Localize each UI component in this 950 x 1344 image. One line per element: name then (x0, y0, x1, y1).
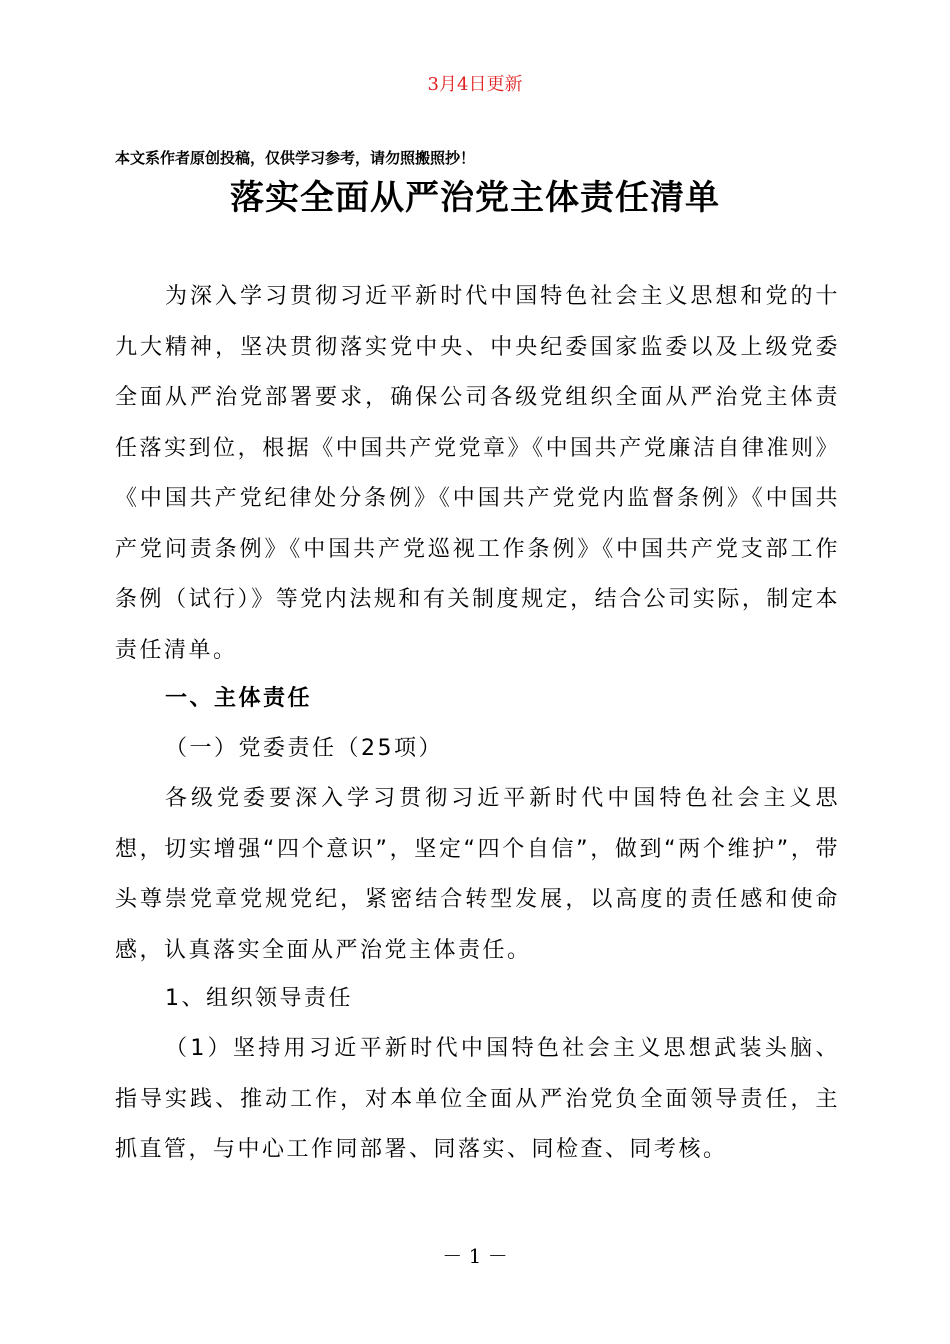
document-title: 落实全面从严治党主体责任清单 (230, 178, 720, 218)
copyright-notice: 本文系作者原创投稿，仅供学习参考，请勿照搬照抄！ (115, 149, 476, 167)
page-number: － 1 － (442, 1244, 508, 1268)
section-heading-main-responsibility: 一、主体责任 (165, 686, 313, 711)
update-note: 3月4日更新 (427, 74, 523, 95)
item-1-paragraph: （1）坚持用习近平新时代中国特色社会主义思想武装头脑、指导实践、推动工作，对本单位全面从严治党负全面领导责任，主抓直管，与中心工作同部署、同落实、同检查、同考核。 (115, 1036, 840, 1162)
intro-paragraph: 为深入学习贯彻习近平新时代中国特色社会主义思想和党的十九大精神，坚决贯彻落实党中央、中央纪委国家监委以及上级党委全面从严治党部署要求，确保公司各级党组织全面从严治党主体责任落实到位，根据《中国共产党党章》《中国共产党廉洁自律准则》《中国共产党纪律处分条例》《中国共产党党内监督条例》《中国共产党问责条例》《中国共产党巡视工作条例》《中国共产党支部工作条例（试行）》等党内法规和有关制度规定，结合公司实际，制定本责任清单。 (115, 284, 840, 663)
subsection-heading-committee: （一）党委责任（25项） (165, 736, 443, 761)
org-leadership-heading: 1、组织领导责任 (165, 986, 353, 1011)
committee-paragraph: 各级党委要深入学习贯彻习近平新时代中国特色社会主义思想，切实增强“四个意识”，坚定“四个自信”，做到“两个维护”，带头尊崇党章党规党纪，紧密结合转型发展，以高度的责任感和使命感，认真落实全面从严治党主体责任。 (115, 786, 840, 963)
